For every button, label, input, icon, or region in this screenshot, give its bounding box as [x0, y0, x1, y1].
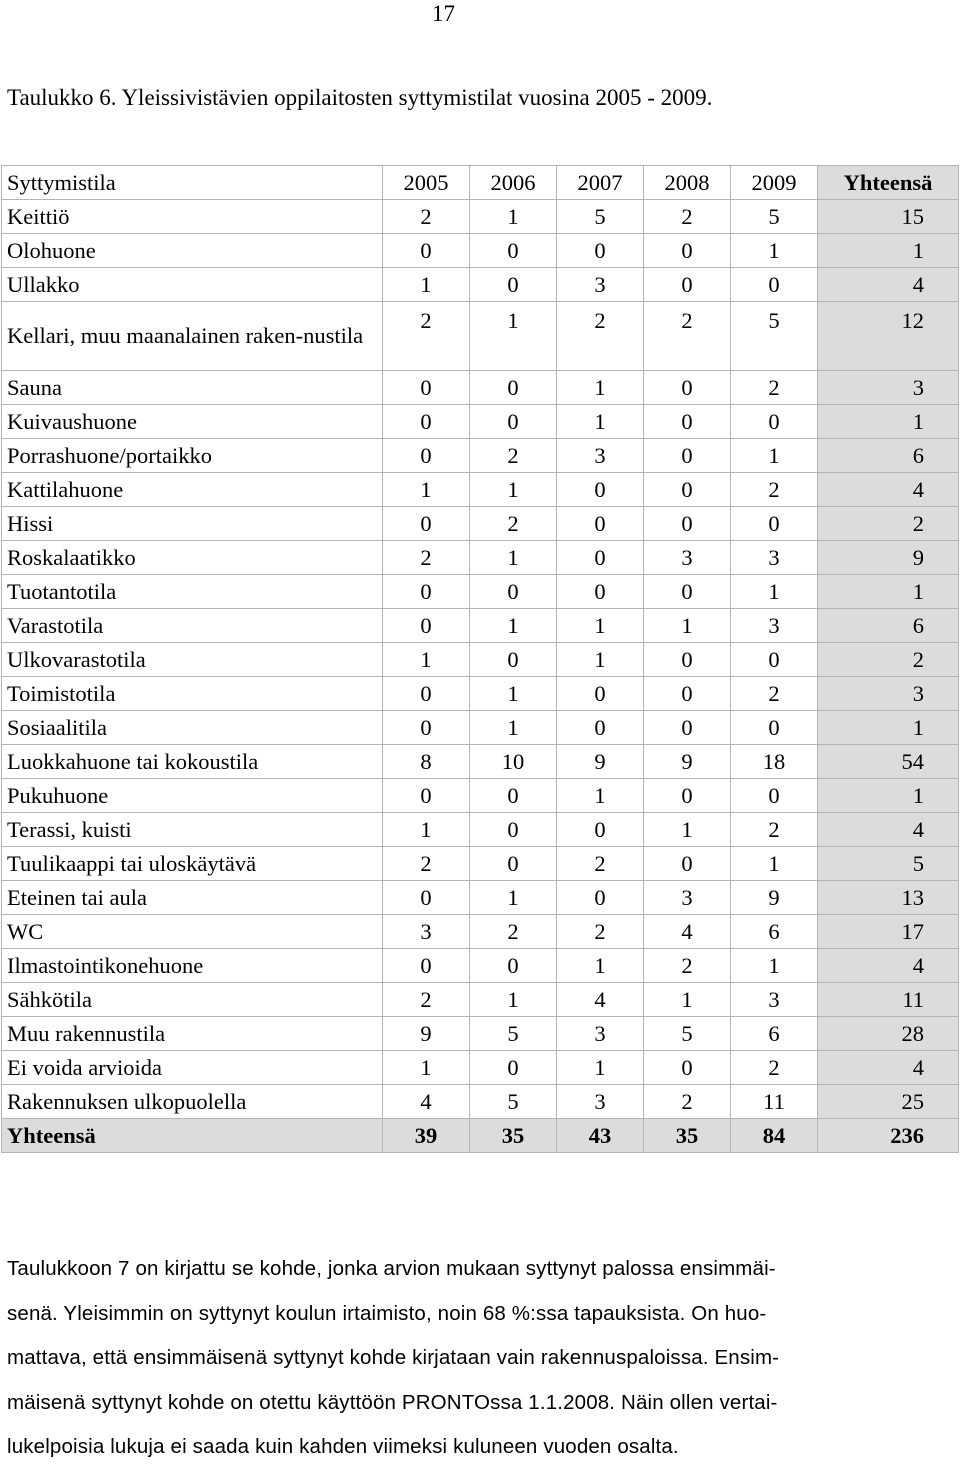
year-value-cell: 3	[557, 1017, 644, 1051]
table-row	[2, 847, 959, 881]
year-value-cell: 1	[557, 1051, 644, 1085]
row-total-cell: 1	[818, 575, 959, 609]
year-value-cell: 1	[383, 268, 470, 302]
year-value-cell: 2	[644, 200, 731, 234]
table-row	[2, 1051, 959, 1085]
row-label-cell: Tuotantotila	[2, 575, 383, 609]
year-value-cell: 5	[470, 1017, 557, 1051]
row-label-cell: Hissi	[2, 507, 383, 541]
table-row	[2, 575, 959, 609]
table-row	[2, 507, 959, 541]
row-total-cell: 17	[818, 915, 959, 949]
year-value-cell: 2	[383, 983, 470, 1017]
year-value-cell: 2008	[644, 166, 731, 200]
year-value-cell: 2	[383, 847, 470, 881]
year-value-cell: 0	[557, 507, 644, 541]
year-value-cell: 1	[470, 983, 557, 1017]
year-value-cell: 2	[644, 302, 731, 371]
year-value-cell: 0	[644, 371, 731, 405]
row-label-cell: Olohuone	[2, 234, 383, 268]
table-row	[2, 473, 959, 507]
year-value-cell: 9	[731, 881, 818, 915]
table-row	[2, 813, 959, 847]
year-value-cell: 9	[383, 1017, 470, 1051]
row-total-cell: 3	[818, 677, 959, 711]
year-value-cell: 3	[731, 541, 818, 575]
year-value-cell: 2	[644, 1085, 731, 1119]
year-value-cell: 0	[470, 949, 557, 983]
row-label-cell: Toimistotila	[2, 677, 383, 711]
year-value-cell: 2	[731, 473, 818, 507]
table-header-row	[2, 166, 959, 200]
year-value-cell: 1	[557, 949, 644, 983]
year-value-cell: 2	[731, 371, 818, 405]
year-value-cell: 0	[470, 371, 557, 405]
year-value-cell: 0	[644, 234, 731, 268]
row-label-cell: Kattilahuone	[2, 473, 383, 507]
table-row	[2, 643, 959, 677]
year-value-cell: 0	[557, 711, 644, 745]
year-value-cell: 35	[644, 1119, 731, 1153]
year-value-cell: 0	[383, 779, 470, 813]
year-value-cell: 1	[470, 302, 557, 371]
row-label-cell: Muu rakennustila	[2, 1017, 383, 1051]
year-value-cell: 0	[557, 575, 644, 609]
year-value-cell: 9	[557, 745, 644, 779]
year-value-cell: 18	[731, 745, 818, 779]
row-label-cell: Sosiaalitila	[2, 711, 383, 745]
table-row	[2, 711, 959, 745]
row-total-cell: 2	[818, 507, 959, 541]
row-total-cell: 1	[818, 234, 959, 268]
year-value-cell: 0	[557, 813, 644, 847]
year-value-cell: 5	[731, 200, 818, 234]
table-row	[2, 609, 959, 643]
table-row	[2, 745, 959, 779]
row-label-cell: Ullakko	[2, 268, 383, 302]
year-value-cell: 0	[557, 473, 644, 507]
row-total-cell: 1	[818, 405, 959, 439]
row-total-cell: 12	[818, 302, 959, 371]
year-value-cell: 11	[731, 1085, 818, 1119]
year-value-cell: 3	[557, 439, 644, 473]
paragraph-line: senä. Yleisimmin on syttynyt koulun irtaimisto, noin 68 %:ssa tapauksista. On huo-	[7, 1301, 767, 1325]
year-value-cell: 0	[731, 268, 818, 302]
table-row	[2, 983, 959, 1017]
year-value-cell: 0	[383, 507, 470, 541]
year-value-cell: 0	[557, 541, 644, 575]
year-value-cell: 0	[557, 677, 644, 711]
year-value-cell: 0	[644, 643, 731, 677]
year-value-cell: 1	[644, 609, 731, 643]
paragraph-line: lukelpoisia lukuja ei saada kuin kahden viimeksi kuluneen vuoden osalta.	[7, 1435, 679, 1459]
row-total-cell: 3	[818, 371, 959, 405]
row-total-cell: 28	[818, 1017, 959, 1051]
year-value-cell: 0	[731, 643, 818, 677]
year-value-cell: 0	[470, 813, 557, 847]
row-label-cell: Pukuhuone	[2, 779, 383, 813]
year-value-cell: 2	[470, 915, 557, 949]
year-value-cell: 1	[557, 405, 644, 439]
table-row	[2, 677, 959, 711]
year-value-cell: 1	[383, 813, 470, 847]
table-row	[2, 779, 959, 813]
row-label-cell: Yhteensä	[2, 1119, 383, 1153]
year-value-cell: 9	[644, 745, 731, 779]
row-label-cell: WC	[2, 915, 383, 949]
year-value-cell: 1	[731, 847, 818, 881]
year-value-cell: 1	[470, 609, 557, 643]
year-value-cell: 1	[470, 473, 557, 507]
year-value-cell: 3	[731, 609, 818, 643]
year-value-cell: 2	[470, 507, 557, 541]
year-value-cell: 2	[731, 813, 818, 847]
year-value-cell: 0	[731, 405, 818, 439]
table-row	[2, 405, 959, 439]
year-value-cell: 2	[470, 439, 557, 473]
year-value-cell: 1	[383, 1051, 470, 1085]
year-value-cell: 0	[644, 711, 731, 745]
year-value-cell: 1	[644, 983, 731, 1017]
year-value-cell: 1	[644, 813, 731, 847]
row-label-cell: Ei voida arvioida	[2, 1051, 383, 1085]
year-value-cell: 0	[470, 1051, 557, 1085]
row-total-cell: 6	[818, 609, 959, 643]
year-value-cell: 3	[731, 983, 818, 1017]
year-value-cell: 2	[557, 302, 644, 371]
year-value-cell: 6	[731, 915, 818, 949]
year-value-cell: 0	[470, 643, 557, 677]
year-value-cell: 0	[383, 609, 470, 643]
paragraph-line: mäisenä syttynyt kohde on otettu käyttöön PRONTOssa 1.1.2008. Näin ollen vertai-	[7, 1390, 778, 1414]
year-value-cell: 6	[731, 1017, 818, 1051]
table-row	[2, 541, 959, 575]
year-value-cell: 1	[470, 677, 557, 711]
row-total-cell: 11	[818, 983, 959, 1017]
year-value-cell: 0	[731, 779, 818, 813]
year-value-cell: 2	[731, 1051, 818, 1085]
year-value-cell: 3	[557, 1085, 644, 1119]
year-value-cell: 2	[383, 302, 470, 371]
year-value-cell: 0	[383, 439, 470, 473]
year-value-cell: 2	[383, 541, 470, 575]
table-row	[2, 915, 959, 949]
row-label-cell: Terassi, kuisti	[2, 813, 383, 847]
year-value-cell: 3	[557, 268, 644, 302]
table-row	[2, 371, 959, 405]
table-row	[2, 234, 959, 268]
year-value-cell: 2	[383, 200, 470, 234]
year-value-cell: 1	[731, 234, 818, 268]
row-label-cell: Porrashuone/portaikko	[2, 439, 383, 473]
row-label-cell: Keittiö	[2, 200, 383, 234]
year-value-cell: 0	[383, 711, 470, 745]
year-value-cell: 1	[731, 949, 818, 983]
row-label-cell: Kellari, muu maanalainen raken-nustila	[2, 302, 383, 371]
year-value-cell: 1	[557, 371, 644, 405]
row-total-cell: 54	[818, 745, 959, 779]
row-total-cell: 4	[818, 268, 959, 302]
table-row	[2, 1017, 959, 1051]
year-value-cell: 0	[644, 1051, 731, 1085]
row-label-cell: Sauna	[2, 371, 383, 405]
row-total-cell: 4	[818, 473, 959, 507]
year-value-cell: 0	[470, 779, 557, 813]
year-value-cell: 3	[383, 915, 470, 949]
row-total-cell: 15	[818, 200, 959, 234]
year-value-cell: 5	[557, 200, 644, 234]
row-total-cell: 6	[818, 439, 959, 473]
year-value-cell: 0	[383, 949, 470, 983]
year-value-cell: 3	[644, 541, 731, 575]
year-value-cell: 8	[383, 745, 470, 779]
year-value-cell: 0	[644, 677, 731, 711]
row-label-cell: Tuulikaappi tai uloskäytävä	[2, 847, 383, 881]
year-value-cell: 1	[470, 711, 557, 745]
table-caption: Taulukko 6. Yleissivistävien oppilaitosten syttymistilat vuosina 2005 - 2009.	[7, 85, 713, 110]
year-value-cell: 0	[644, 268, 731, 302]
year-value-cell: 1	[731, 439, 818, 473]
year-value-cell: 1	[470, 541, 557, 575]
row-label-cell: Kuivaushuone	[2, 405, 383, 439]
year-value-cell: 3	[644, 881, 731, 915]
year-value-cell: 39	[383, 1119, 470, 1153]
year-value-cell: 2007	[557, 166, 644, 200]
year-value-cell: 0	[383, 405, 470, 439]
row-total-cell: 2	[818, 643, 959, 677]
row-label-cell: Ilmastointikonehuone	[2, 949, 383, 983]
row-total-cell: 5	[818, 847, 959, 881]
row-total-cell: 25	[818, 1085, 959, 1119]
year-value-cell: 2	[557, 915, 644, 949]
year-value-cell: 0	[644, 405, 731, 439]
year-value-cell: 0	[644, 575, 731, 609]
row-total-cell: 236	[818, 1119, 959, 1153]
year-value-cell: 2	[644, 949, 731, 983]
year-value-cell: 5	[644, 1017, 731, 1051]
row-total-cell: 13	[818, 881, 959, 915]
year-value-cell: 0	[470, 847, 557, 881]
year-value-cell: 1	[383, 643, 470, 677]
year-value-cell: 35	[470, 1119, 557, 1153]
year-value-cell: 0	[470, 575, 557, 609]
year-value-cell: 0	[644, 779, 731, 813]
row-label-cell: Ulkovarastotila	[2, 643, 383, 677]
year-value-cell: 2	[557, 847, 644, 881]
year-value-cell: 0	[383, 881, 470, 915]
table-row	[2, 949, 959, 983]
year-value-cell: 1	[557, 779, 644, 813]
year-value-cell: 0	[470, 234, 557, 268]
row-total-cell: 4	[818, 949, 959, 983]
year-value-cell: 10	[470, 745, 557, 779]
row-label-cell: Luokkahuone tai kokoustila	[2, 745, 383, 779]
year-value-cell: 0	[557, 234, 644, 268]
paragraph-line: Taulukkoon 7 on kirjattu se kohde, jonka arvion mukaan syttynyt palossa ensimmäi-	[7, 1257, 776, 1280]
year-value-cell: 43	[557, 1119, 644, 1153]
page-number: 17	[432, 1, 455, 26]
table-row	[2, 200, 959, 234]
row-total-cell: 1	[818, 779, 959, 813]
table-body	[2, 166, 959, 1153]
table-row	[2, 1085, 959, 1119]
year-value-cell: 0	[557, 881, 644, 915]
year-value-cell: 84	[731, 1119, 818, 1153]
row-total-cell: 9	[818, 541, 959, 575]
row-label-cell: Syttymistila	[2, 166, 383, 200]
year-value-cell: 2	[731, 677, 818, 711]
year-value-cell: 1	[383, 473, 470, 507]
row-label-cell: Eteinen tai aula	[2, 881, 383, 915]
row-label-cell: Sähkötila	[2, 983, 383, 1017]
body-paragraph	[7, 1247, 893, 1470]
year-value-cell: 0	[383, 234, 470, 268]
year-value-cell: 4	[644, 915, 731, 949]
year-value-cell: 1	[557, 609, 644, 643]
year-value-cell: 4	[557, 983, 644, 1017]
year-value-cell: 1	[470, 881, 557, 915]
year-value-cell: 0	[644, 847, 731, 881]
row-total-cell: 4	[818, 813, 959, 847]
year-value-cell: 5	[470, 1085, 557, 1119]
paragraph-line: mattava, että ensimmäisenä syttynyt kohde kirjataan vain rakennuspaloissa. Ensim-	[7, 1346, 780, 1370]
year-value-cell: 0	[644, 507, 731, 541]
year-value-cell: 0	[470, 268, 557, 302]
year-value-cell: 0	[383, 575, 470, 609]
year-value-cell: 1	[731, 575, 818, 609]
year-value-cell: 2005	[383, 166, 470, 200]
year-value-cell: 2006	[470, 166, 557, 200]
year-value-cell: 0	[383, 371, 470, 405]
year-value-cell: 1	[470, 200, 557, 234]
table-row	[2, 268, 959, 302]
table-row	[2, 302, 959, 371]
row-label-cell: Rakennuksen ulkopuolella	[2, 1085, 383, 1119]
row-label-cell: Varastotila	[2, 609, 383, 643]
row-label-cell: Roskalaatikko	[2, 541, 383, 575]
table-total-row	[2, 1119, 959, 1153]
year-value-cell: 0	[470, 405, 557, 439]
row-total-cell: 1	[818, 711, 959, 745]
year-value-cell: 0	[644, 439, 731, 473]
table-row	[2, 881, 959, 915]
ignition-room-table	[1, 165, 959, 1153]
year-value-cell: 0	[644, 473, 731, 507]
year-value-cell: 5	[731, 302, 818, 371]
year-value-cell: 0	[731, 711, 818, 745]
row-total-cell: 4	[818, 1051, 959, 1085]
row-total-cell: Yhteensä	[818, 166, 959, 200]
year-value-cell: 0	[383, 677, 470, 711]
table-row	[2, 439, 959, 473]
year-value-cell: 4	[383, 1085, 470, 1119]
year-value-cell: 1	[557, 643, 644, 677]
year-value-cell: 0	[731, 507, 818, 541]
year-value-cell: 2009	[731, 166, 818, 200]
